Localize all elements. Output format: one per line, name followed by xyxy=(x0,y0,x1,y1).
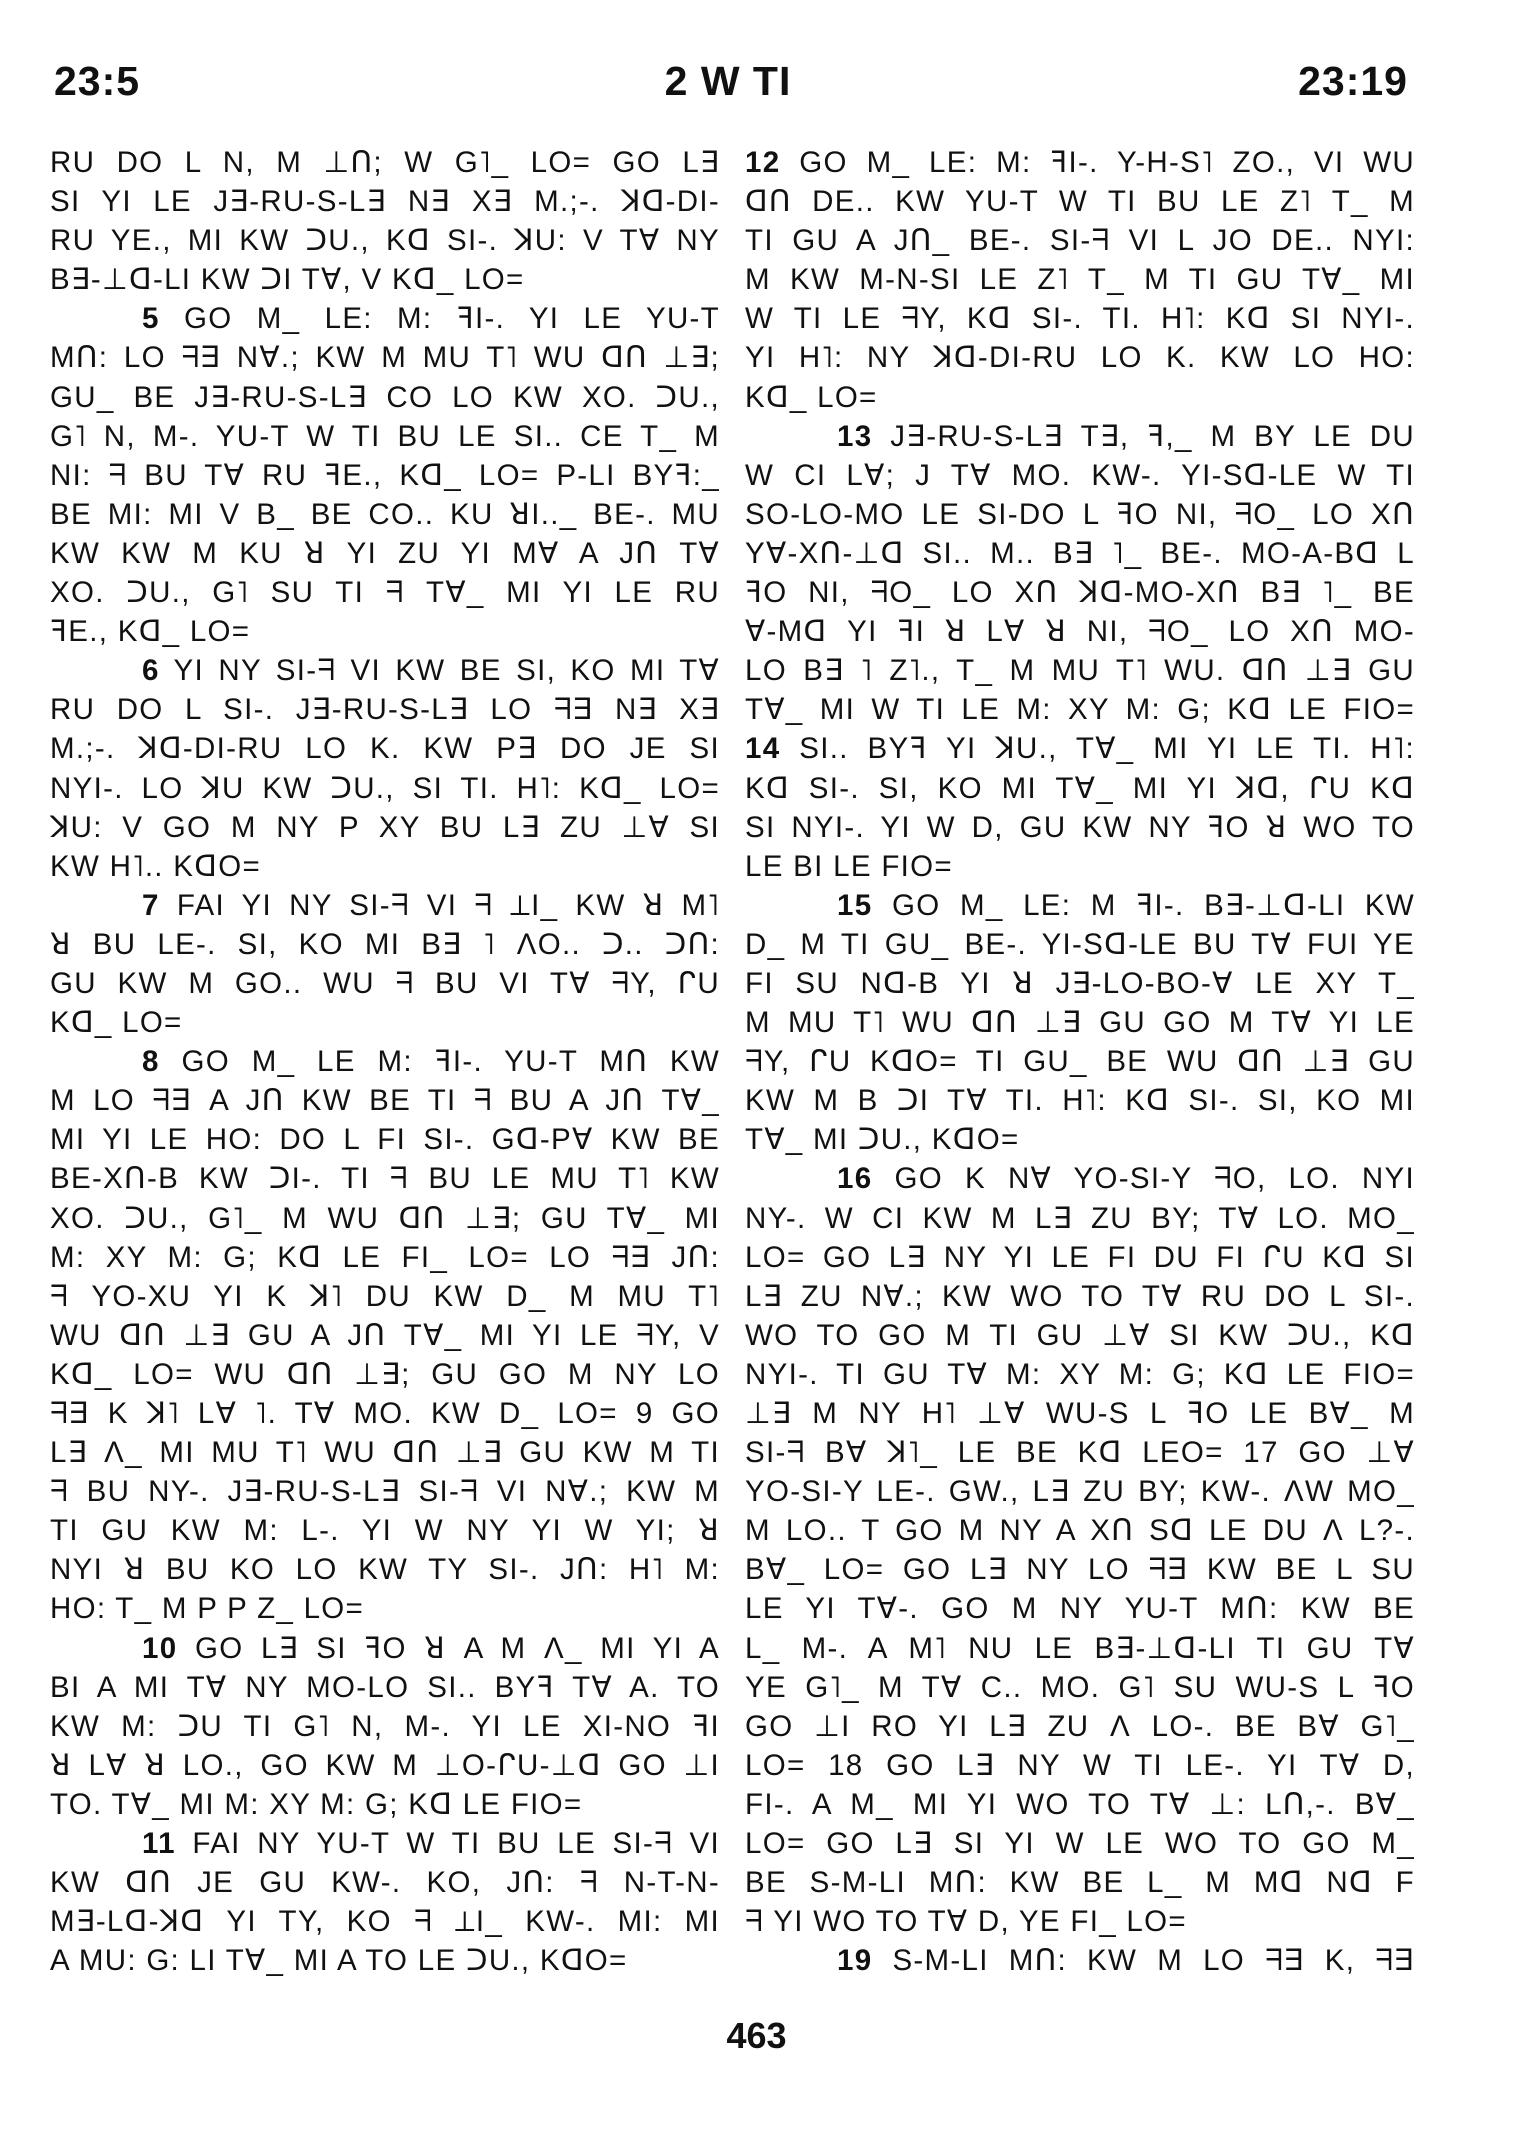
line-text: Kᗡ_ LO= xyxy=(745,380,878,414)
text-line xyxy=(745,1550,1415,1589)
line-text: A MU: G: LI TⱯ_ MI A TO LE ᑐU., KᗡO= xyxy=(50,1944,628,1978)
line-text: GO M_ LE: M: ꟻI-. YI LE YU-T xyxy=(184,302,720,336)
line-text: KW H˥.. KᗡO= xyxy=(50,849,261,883)
verse-number: 11 xyxy=(142,1827,176,1861)
text-line xyxy=(745,1707,1415,1746)
text-line xyxy=(745,1003,1415,1042)
line-text: LO= GO L∃ NY YI LE FI DU FI ᒋU Kᗡ SI xyxy=(745,1240,1415,1274)
text-line xyxy=(50,1394,720,1433)
chapter-verse-end: 23:19 xyxy=(1298,58,1408,104)
line-text: ꟻE., Kᗡ_ LO= xyxy=(50,615,251,649)
text-line xyxy=(50,1120,720,1159)
line-text: ᖷY, ᒋU KᗡO= TI GU_ BE WU ᗡᑎ ⊥∃ GU xyxy=(745,1045,1415,1079)
page-number: 463 xyxy=(726,2015,787,2056)
line-text: YE G˥_ M TⱯ C.. MO. G˥ SU WU-S L ꟻO xyxy=(745,1670,1415,1704)
text-line xyxy=(745,1863,1415,1902)
line-text: Mᑎ: LO ᖷ∃ NⱯ.; KW M MU T˥ WU ᗡᑎ ⊥∃; xyxy=(50,341,720,375)
text-line xyxy=(50,1199,720,1238)
line-text: NYI-. TI GU TⱯ M: XY M: G; Kᗡ LE FIO= xyxy=(745,1357,1415,1391)
line-text: SI.. BYꟻ YI ꓘU., TⱯ_ MI YI LE TI. H˥: xyxy=(799,732,1415,766)
line-text: HO: T_ M P P Z_ LO= xyxy=(50,1592,365,1626)
text-line xyxy=(745,1785,1415,1824)
text-line xyxy=(50,1472,720,1511)
text-line xyxy=(745,690,1415,729)
text-line xyxy=(745,456,1415,495)
line-text: ᖷ BU NY-. J∃-RU-S-L∃ SI-ᖷ VI NⱯ.; KW M xyxy=(50,1475,720,1509)
text-line xyxy=(50,1902,720,1941)
text-line xyxy=(745,143,1415,182)
text-line xyxy=(50,1238,720,1277)
line-text: J∃-RU-S-L∃ T∃, ꟻ,_ M BY LE DU xyxy=(890,419,1415,453)
verse-number: 12 xyxy=(745,146,781,179)
text-line xyxy=(745,1824,1415,1863)
line-text: MI YI LE HO: DO L FI SI-. Gᗡ-PⱯ KW BE xyxy=(50,1123,720,1157)
line-text: XO. ᑐU., G˥_ M WU ᗡᑎ ⊥∃; GU TⱯ_ MI xyxy=(50,1201,720,1235)
text-line xyxy=(745,182,1415,221)
text-line xyxy=(745,1120,1415,1159)
text-line xyxy=(50,1355,720,1394)
line-text: TO. TⱯ_ MI M: XY M: G; Kᗡ LE FIO= xyxy=(50,1787,583,1821)
text-line xyxy=(745,1629,1415,1668)
text-line xyxy=(745,729,1415,768)
chapter-verse-start: 23:5 xyxy=(54,58,141,104)
text-line xyxy=(50,651,720,690)
text-line xyxy=(745,534,1415,573)
line-text: GO ⊥I RO YI L∃ ZU Ʌ LO-. BE BⱯ G˥_ xyxy=(745,1709,1415,1743)
line-text: Ɐ-Mᗡ YI ꟻI ꓤ LⱯ ꓤ NI, ᖷO_ LO Xᑎ MO- xyxy=(745,615,1415,649)
book-title: 2 W TI xyxy=(664,58,792,104)
line-text: SO-LO-MO LE SI-DO L ꟻO NI, ᖷO_ LO Xᑎ xyxy=(745,497,1415,531)
line-text: L∃ Ʌ_ MI MU T˥ WU ᗡᑎ ⊥∃ GU KW M TI xyxy=(50,1436,720,1470)
text-line xyxy=(50,495,720,534)
line-text: M: XY M: G; Kᗡ LE FI_ LO= LO ᖷ∃ Jᑎ: xyxy=(50,1240,720,1274)
text-line xyxy=(50,886,720,925)
line-text: YI NY SI-ᖷ VI KW BE SI, KO MI TⱯ xyxy=(173,654,720,688)
text-line xyxy=(745,964,1415,1003)
line-text: M LO ᖷ∃ A Jᑎ KW BE TI ᖷ BU A Jᑎ TⱯ_ xyxy=(50,1084,720,1118)
line-text: GO M_ LE: M ꟻI-. B∃-⊥ᗡ-LI KW xyxy=(891,888,1415,922)
text-line xyxy=(50,143,720,182)
line-text: SI-ᖷ BⱯ ꓘ˥_ LE BE Kᗡ LEO= 17 GO ⊥Ɐ xyxy=(745,1436,1415,1470)
text-line xyxy=(50,769,720,808)
line-text: LO B∃ ˥ Z˥., T_ M MU T˥ WU. ᗡᑎ ⊥∃ GU xyxy=(745,654,1415,688)
line-text: B∃-⊥ᗡ-LI KW ᑐI TⱯ, V Kᗡ_ LO= xyxy=(50,263,525,297)
text-line xyxy=(745,1511,1415,1550)
verse-number: 6 xyxy=(142,654,160,688)
line-text: WO TO GO M TI GU ⊥Ɐ SI KW ᑐU., Kᗡ xyxy=(745,1318,1415,1352)
line-text: TI GU KW M: L-. YI W NY YI W YI; ꓤ xyxy=(50,1514,720,1548)
line-text: M∃-Lᗡ-ꓘᗡ YI TY, KO ᖷ ⊥I_ KW-. MI: MI xyxy=(50,1905,720,1939)
text-line xyxy=(50,1433,720,1472)
line-text: L∃ ZU NⱯ.; KW WO TO TⱯ RU DO L SI-. xyxy=(745,1279,1415,1313)
text-line xyxy=(745,1902,1415,1941)
text-line xyxy=(50,1668,720,1707)
text-line xyxy=(745,1941,1415,1980)
text-line xyxy=(50,1081,720,1120)
line-text: KW KW M KU ꓤ YI ZU YI MⱯ A Jᑎ TⱯ xyxy=(50,536,720,570)
running-header xyxy=(48,58,1408,128)
text-line xyxy=(745,338,1415,377)
text-line xyxy=(50,1589,720,1628)
text-line xyxy=(745,417,1415,456)
line-text: Kᗡ_ LO= WU ᗡᑎ ⊥∃; GU GO M NY LO xyxy=(50,1357,720,1391)
line-text: GU_ BE J∃-RU-S-L∃ CO LO KW XO. ᑐU., xyxy=(50,380,720,414)
text-line xyxy=(745,1589,1415,1628)
text-line xyxy=(745,260,1415,299)
line-text: RU DO L SI-. J∃-RU-S-L∃ LO ᖷ∃ N∃ X∃ xyxy=(50,693,720,727)
text-line xyxy=(50,964,720,1003)
line-text: BE-Xᑎ-B KW ᑐI-. TI ᖷ BU LE MU T˥ KW xyxy=(50,1162,720,1196)
text-line xyxy=(50,808,720,847)
text-line xyxy=(745,221,1415,260)
text-line xyxy=(50,925,720,964)
line-text: KW M: ᑐU TI G˥ N, M-. YI LE XI-NO ꟻI xyxy=(50,1709,720,1743)
text-line xyxy=(50,1003,720,1042)
verse-number: 14 xyxy=(745,732,781,766)
line-text: BE MI: MI V B_ BE CO.. KU ꓤI.._ BE-. MU xyxy=(50,497,720,531)
text-line xyxy=(50,690,720,729)
line-text: S-M-LI Mᑎ: KW M LO ᖷ∃ K, ᖷ∃ xyxy=(892,1944,1415,1978)
text-line xyxy=(745,769,1415,808)
line-text: YO-SI-Y LE-. GW., L∃ ZU BY; KW-. ɅW MO_ xyxy=(745,1475,1415,1509)
line-text: XO. ᑐU., G˥ SU TI ᖷ TⱯ_ MI YI LE RU xyxy=(50,576,720,610)
line-text: YI H˥: NY ꓘᗡ-DI-RU LO K. KW LO HO: xyxy=(745,341,1415,375)
line-text: RU DO L N, M ⊥ᑎ; W G˥_ LO= GO L∃ xyxy=(50,146,720,179)
verse-number: 19 xyxy=(837,1944,873,1978)
text-line xyxy=(745,651,1415,690)
line-text: D_ M TI GU_ BE-. YI-Sᗡ-LE BU TⱯ FUI YE xyxy=(745,927,1415,961)
text-line xyxy=(50,1550,720,1589)
line-text: Kᗡ_ LO= xyxy=(50,1006,183,1040)
text-line xyxy=(50,1042,720,1081)
text-line xyxy=(745,495,1415,534)
text-line xyxy=(745,925,1415,964)
line-text: W CI LⱯ; J TⱯ MO. KW-. YI-Sᗡ-LE W TI xyxy=(745,458,1415,492)
line-text: BE S-M-LI Mᑎ: KW BE L_ M Mᗡ Nᗡ F xyxy=(745,1866,1415,1900)
line-text: NYI ꓤ BU KO LO KW TY SI-. Jᑎ: H˥ M: xyxy=(50,1553,720,1587)
line-text: M LO.. T GO M NY A Xᑎ Sᗡ LE DU Ʌ L?-. xyxy=(745,1514,1415,1548)
verse-number: 8 xyxy=(142,1045,160,1079)
text-line xyxy=(50,847,720,886)
text-line xyxy=(50,1511,720,1550)
line-text: M KW M-N-SI LE Z˥ T_ M TI GU TⱯ_ MI xyxy=(745,263,1415,297)
text-line xyxy=(50,1785,720,1824)
text-line xyxy=(50,729,720,768)
line-text: ꓤ LⱯ ꓤ LO., GO KW M ⊥O-ᒋU-⊥ᗡ GO ⊥I xyxy=(50,1748,720,1782)
text-line xyxy=(50,182,720,221)
text-line xyxy=(745,1746,1415,1785)
verse-number: 13 xyxy=(837,419,873,453)
line-text: FAI NY YU-T W TI BU LE SI-ᖷ VI xyxy=(192,1827,720,1861)
line-text: LO= GO L∃ SI YI W LE WO TO GO M_ xyxy=(745,1827,1415,1861)
line-text: Kᗡ SI-. SI, KO MI TⱯ_ MI YI ꓘᗡ, ᒋU Kᗡ xyxy=(745,771,1415,805)
text-line xyxy=(50,1746,720,1785)
line-text: WU ᗡᑎ ⊥∃ GU A Jᑎ TⱯ_ MI YI LE ᖷY, V xyxy=(50,1318,720,1352)
text-line xyxy=(50,534,720,573)
line-text: ᖷ YO-XU YI K ꓘ˥ DU KW D_ M MU T˥ xyxy=(50,1279,720,1313)
line-text: ᖷ YI WO TO TⱯ D, YE FI_ LO= xyxy=(745,1905,1187,1939)
line-text: YⱯ-Xᑎ-⊥ᗡ SI.. M.. B∃ ˥_ BE-. MO-A-Bᗡ L xyxy=(745,536,1415,570)
line-text: NI: ᖷ BU TⱯ RU ꟻE., Kᗡ_ LO= P-LI BYꟻ:_ xyxy=(50,458,720,492)
line-text: ꟻO NI, ᖷO_ LO Xᑎ ꓘᗡ-MO-Xᑎ B∃ ˥_ BE xyxy=(745,576,1415,610)
line-text: SI YI LE J∃-RU-S-L∃ N∃ X∃ M.;-. ꓘᗡ-DI- xyxy=(50,185,720,219)
text-line xyxy=(50,1316,720,1355)
line-text: SI NYI-. YI W D, GU KW NY ꟻO ꓤ WO TO xyxy=(745,810,1415,844)
text-line xyxy=(50,338,720,377)
text-line xyxy=(745,1668,1415,1707)
line-text: BⱯ_ LO= GO L∃ NY LO ᖷ∃ KW BE L SU xyxy=(745,1553,1415,1587)
text-line xyxy=(745,612,1415,651)
line-text: KW ᗡᑎ JE GU KW-. KO, Jᑎ: ᖷ N-T-N- xyxy=(50,1866,720,1900)
line-text: GO M_ LE: M: ꟻI-. Y-H-S˥ ZO., VI WU xyxy=(799,146,1415,179)
verse-number: 10 xyxy=(142,1631,178,1665)
line-text: ꓘU: V GO M NY P XY BU L∃ ZU ⊥Ɐ SI xyxy=(50,810,720,844)
line-text: ᗡᑎ DE.. KW YU-T W TI BU LE Z˥ T_ M xyxy=(745,185,1415,219)
line-text: L_ M-. A M˥ NU LE B∃-⊥ᗡ-LI TI GU TⱯ xyxy=(745,1631,1415,1665)
text-line xyxy=(745,1472,1415,1511)
line-text: RU YE., MI KW ᑐU., Kᗡ SI-. ꓘU: V TⱯ NY xyxy=(50,224,720,258)
text-line xyxy=(745,573,1415,612)
line-text: ᖷ∃ K ꓘ˥ LⱯ ˥. TⱯ MO. KW D_ LO= 9 GO xyxy=(50,1397,720,1430)
line-text: LO= 18 GO L∃ NY W TI LE-. YI TⱯ D, xyxy=(745,1748,1415,1782)
verse-number: 5 xyxy=(142,302,160,336)
left-text-column xyxy=(50,143,720,1980)
line-text: ⊥∃ M NY H˥ ⊥Ɐ WU-S L ꟻO LE BⱯ_ M xyxy=(745,1397,1415,1430)
text-line xyxy=(50,573,720,612)
text-line xyxy=(50,1629,720,1668)
line-text: FI-. A M_ MI YI WO TO TⱯ ⊥: Lᑎ,-. BⱯ_ xyxy=(745,1787,1415,1821)
text-line xyxy=(50,1824,720,1863)
line-text: FI SU Nᗡ-B YI ꓤ J∃-LO-BO-Ɐ LE XY T_ xyxy=(745,966,1415,1000)
text-line xyxy=(745,1159,1415,1198)
text-line xyxy=(50,378,720,417)
text-line xyxy=(745,1199,1415,1238)
line-text: TI GU A Jᑎ_ BE-. SI-ᖷ VI L JO DE.. NYI: xyxy=(745,224,1415,258)
text-line xyxy=(50,1863,720,1902)
text-line xyxy=(50,1277,720,1316)
line-text: W TI LE ᖷY, Kᗡ SI-. TI. H˥: Kᗡ SI NYI-. xyxy=(745,302,1415,336)
line-text: KW M B ᑐI TⱯ TI. H˥: Kᗡ SI-. SI, KO MI xyxy=(745,1084,1415,1118)
line-text: BI A MI TⱯ NY MO-LO SI.. BYꟻ TⱯ A. TO xyxy=(50,1670,720,1704)
text-line xyxy=(745,1277,1415,1316)
line-text: NYI-. LO ꓘU KW ᑐU., SI TI. H˥: Kᗡ_ LO= xyxy=(50,771,720,805)
text-line xyxy=(745,378,1415,417)
verse-number: 16 xyxy=(837,1162,873,1196)
text-line xyxy=(745,1433,1415,1472)
text-line xyxy=(745,1238,1415,1277)
text-line xyxy=(745,1355,1415,1394)
text-line xyxy=(745,1042,1415,1081)
line-text: M.;-. ꓘᗡ-DI-RU LO K. KW P∃ DO JE SI xyxy=(50,732,720,766)
text-line xyxy=(50,1941,720,1980)
text-line xyxy=(745,1394,1415,1433)
line-text: GO K NⱯ YO-SI-Y ᖷO, LO. NYI xyxy=(894,1162,1415,1196)
text-line xyxy=(745,299,1415,338)
text-line xyxy=(50,260,720,299)
line-text: GO M_ LE M: ꟻI-. YU-T Mᑎ KW xyxy=(181,1045,720,1079)
verse-number: 15 xyxy=(837,888,873,922)
line-text: ꓤ BU LE-. SI, KO MI B∃ ˥ ɅO.. ᑐ.. ᑐᑎ: xyxy=(50,927,720,961)
line-text: TⱯ_ MI W TI LE M: XY M: G; Kᗡ LE FIO= xyxy=(745,693,1415,727)
text-line xyxy=(745,847,1415,886)
text-line xyxy=(745,808,1415,847)
text-line xyxy=(50,1159,720,1198)
line-text: G˥ N, M-. YU-T W TI BU LE SI.. CE T_ M xyxy=(50,419,720,453)
line-text: GO L∃ SI ꟻO ꓤ A M Ʌ_ MI YI A xyxy=(194,1631,720,1665)
right-text-column xyxy=(745,143,1415,1980)
text-line xyxy=(50,1707,720,1746)
text-line xyxy=(745,1316,1415,1355)
line-text: NY-. W CI KW M L∃ ZU BY; TⱯ LO. MO_ xyxy=(745,1201,1415,1235)
line-text: M MU T˥ WU ᗡᑎ ⊥∃ GU GO M TⱯ YI LE xyxy=(745,1006,1415,1040)
text-line xyxy=(50,456,720,495)
text-line xyxy=(745,1081,1415,1120)
line-text: LE YI TⱯ-. GO M NY YU-T Mᑎ: KW BE xyxy=(745,1592,1415,1626)
verse-number: 7 xyxy=(142,888,160,922)
line-text: GU KW M GO.. WU ᖷ BU VI TⱯ ᖷY, ᒋU xyxy=(50,966,720,1000)
text-line xyxy=(50,417,720,456)
text-line xyxy=(50,221,720,260)
text-line xyxy=(50,612,720,651)
text-line xyxy=(745,886,1415,925)
line-text: TⱯ_ MI ᑐU., KᗡO= xyxy=(745,1123,1020,1157)
text-line xyxy=(50,299,720,338)
line-text: LE BI LE FIO= xyxy=(745,849,953,883)
line-text: FAI YI NY SI-ᖷ VI ᖷ ⊥I_ KW ꓤ M˥ xyxy=(176,888,720,922)
